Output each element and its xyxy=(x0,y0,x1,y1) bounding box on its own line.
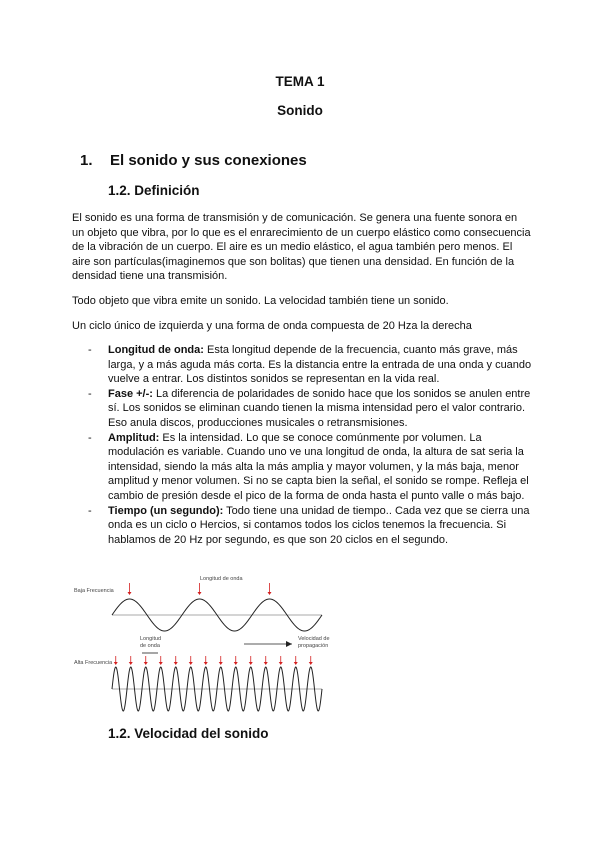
paragraph-ciclo: Un ciclo único de izquierda y una forma de onda compuesta de 20 Hza la derecha xyxy=(72,320,472,332)
high-arrows xyxy=(114,656,313,665)
speed-label-1: Velocidad de xyxy=(298,636,330,642)
list-text: Es la intensidad. Lo que se conoce comúnmente por volumen. La modulación es variable. Cuando uno ve una longitud de onda, la altura de sat seria la intensidad, siendo la más alta la más amplia y mayor volumen, y la más baja, menor amplitud y menor volumen. Si no se capta bien la señal, el sonido se rompe. Refleja el cambio de presión desde el pico de la forma de onda hasta el punto valle o más bajo. xyxy=(108,431,529,502)
list-text: La diferencia de polaridades de sonido hace que los sonidos se anulen entre sí. Los sonidos se eliminan cuando tienen la misma intensidad pero el valor contrario. Eso anula discos, producciones musicales o retransmisiones. xyxy=(108,387,531,429)
list-item xyxy=(88,387,532,431)
peak-arrow-head xyxy=(249,662,253,665)
peak-arrow-head xyxy=(189,662,193,665)
peak-arrow-head xyxy=(204,662,208,665)
list-dash: - xyxy=(88,504,92,517)
speed-label-2: propagación xyxy=(298,643,329,649)
tema-title: TEMA 1 xyxy=(275,74,325,89)
peak-arrow-head xyxy=(129,662,133,665)
definitions-list xyxy=(88,343,532,547)
list-text: Esta longitud depende de la frecuencia, cuanto más grave, más larga, y a más aguda más corta. Es la distancia entre la entrada de una onda y cuando vuelve a entrar. Los distintos sonidos se representan en la vida real. xyxy=(108,344,532,386)
list-item xyxy=(88,504,532,548)
list-text: Todo tiene una unidad de tiempo.. Cada vez que se cierra una onda es un ciclo o Hercios, si contamos todos los ciclos tenemos la frecuencia. Si hablamos de 20 Hz por segundo, es que son 20 ciclos en el segundo. xyxy=(108,504,530,546)
list-item xyxy=(88,343,532,387)
subject-title: Sonido xyxy=(277,103,323,118)
wavelength-top-label: Longitud de onda xyxy=(200,576,243,582)
peak-arrow-head xyxy=(174,662,178,665)
low-arrows xyxy=(128,583,272,595)
wavelength-mid-label-1: Longitud xyxy=(140,636,162,642)
list-term: Amplitud: xyxy=(108,431,160,444)
peak-arrow-head xyxy=(159,662,163,665)
peak-arrow-head xyxy=(198,592,202,595)
subsection-velocidad: 1.2. Velocidad del sonido xyxy=(108,726,269,741)
high-frequency-label: Alta Frecuencia xyxy=(74,660,113,666)
peak-arrow-head xyxy=(294,662,298,665)
list-dash: - xyxy=(88,344,92,356)
peak-arrow-head xyxy=(268,592,272,595)
section-title: El sonido y sus conexiones xyxy=(110,152,307,169)
list-term: Tiempo (un segundo): xyxy=(108,504,224,517)
list-item xyxy=(88,431,532,504)
section-number: 1. xyxy=(80,152,93,169)
wavelength-mid-label-2: de onda xyxy=(140,643,160,649)
peak-arrow-head xyxy=(114,662,118,665)
peak-arrow-head xyxy=(279,662,283,665)
peak-arrow-head xyxy=(309,662,313,665)
paragraph-intro: El sonido es una forma de transmisión y de comunicación. Se genera una fuente sonora en un objeto que vibra, por lo que es el enrarecimiento de un cuerpo elástico como consecuencia de la vibración de un cuerpo. El aire es un medio elástico, el agua también pero menos. El aire son partículas(imaginemos que son bolitas) que tienen una densidad. En función de la densidad tiene una transmisión. xyxy=(72,212,531,283)
list-dash: - xyxy=(88,431,92,444)
frequency-figure xyxy=(72,572,362,712)
subsection-definicion: 1.2. Definición xyxy=(108,183,200,198)
section-heading xyxy=(80,152,307,169)
peak-arrow-head xyxy=(144,662,148,665)
peak-arrow-head xyxy=(128,592,132,595)
peak-arrow-head xyxy=(219,662,223,665)
list-term: Longitud de onda: xyxy=(108,344,204,356)
list-dash: - xyxy=(88,387,92,400)
peak-arrow-head xyxy=(264,662,268,665)
peak-arrow-head xyxy=(234,662,238,665)
list-term: Fase +/-: xyxy=(108,387,153,400)
propagation-arrowhead xyxy=(286,641,292,647)
low-frequency-label: Baja Frecuencia xyxy=(74,588,114,594)
paragraph-vibra: Todo objeto que vibra emite un sonido. La velocidad también tiene un sonido. xyxy=(72,295,449,307)
